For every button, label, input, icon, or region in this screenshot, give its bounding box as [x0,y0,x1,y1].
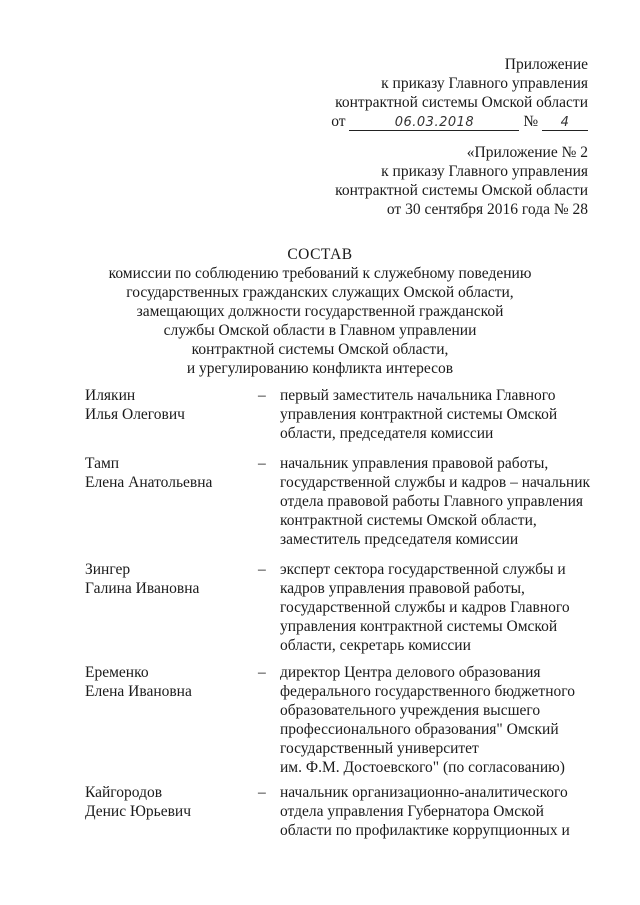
role-line: начальник управления правовой работы, [280,455,549,472]
role-line: области, секретарь комиссии [280,637,471,654]
order-date-field [349,115,519,131]
title-line: службы Омской области в Главном управлении [163,322,477,339]
prev-appendix-agency: контрактной системы Омской области [335,182,588,199]
role-line: государственной службы и кадров Главного [280,599,570,616]
member-role [280,783,600,840]
title-heading: СОСТАВ [287,246,353,263]
member-role [280,560,600,655]
order-date-handwritten: 06.03.2018 [394,115,475,130]
title-line: и урегулированию конфликта интересов [186,360,454,377]
member-given-name: Елена Ивановна [85,683,192,700]
member-name [85,454,255,492]
order-number-handwritten: 4 [560,115,570,130]
role-line: профессионального образования" Омский [280,721,559,738]
prev-appendix-title: «Приложение № 2 [466,144,588,161]
order-date-number-line [331,112,588,131]
role-line: государственной службы и кадров – начальник [280,474,591,491]
member-name [85,386,255,424]
member-given-name: Илья Олегович [85,406,185,423]
member-role [280,663,600,777]
previous-appendix-header [335,143,588,219]
prev-appendix-date: от 30 сентября 2016 года № 28 [386,201,588,218]
dash-separator: – [258,561,266,578]
title-line: государственных гражданских служащих Омской области, [126,284,514,301]
role-line: федерального государственного бюджетного [280,683,575,700]
member-name [85,783,255,821]
appendix-title: Приложение [504,56,588,73]
member-surname: Кайгородов [85,784,163,801]
role-line: государственный университет [280,740,479,757]
role-line: эксперт сектора государственной службы и [280,561,566,578]
role-line: контрактной системы Омской области, [280,512,537,529]
role-line: управления контрактной системы Омской [280,618,558,635]
from-label: от [331,113,346,130]
member-name [85,663,255,701]
role-line: им. Ф.М. Достоевского" (по согласованию) [280,759,565,776]
member-role [280,454,600,549]
dash-separator: – [258,664,266,681]
member-role [280,386,600,443]
number-label: № [523,113,539,130]
role-line: области, председателя комиссии [280,425,494,442]
title-line: комиссии по соблюдению требований к служебному поведению [108,265,532,282]
prev-appendix-order-ref: к приказу Главного управления [381,163,588,180]
member-surname: Еременко [85,664,149,681]
role-line: управления контрактной системы Омской [280,406,558,423]
member-given-name: Галина Ивановна [85,580,200,597]
dash-separator: – [258,784,266,801]
member-surname: Тамп [85,455,120,472]
appendix-order-ref: к приказу Главного управления [381,75,588,92]
title-line: замещающих должности государственной гражданской [136,303,504,320]
role-line: заместитель председателя комиссии [280,531,519,548]
member-surname: Зингер [85,561,131,578]
dash-separator: – [258,387,266,404]
dash-separator: – [258,455,266,472]
member-surname: Илякин [85,387,136,404]
member-name [85,560,255,598]
role-line: отдела правовой работы Главного управления [280,493,584,510]
appendix-agency: контрактной системы Омской области [335,94,588,111]
role-line: первый заместитель начальника Главного [280,387,556,404]
role-line: области по профилактике коррупционных и [280,822,570,839]
order-number-field [542,115,588,131]
role-line: начальник организационно-аналитического [280,784,568,801]
role-line: образовательного учреждения высшего [280,702,541,719]
appendix-header [331,55,588,131]
member-given-name: Денис Юрьевич [85,803,192,820]
role-line: кадров управления правовой работы, [280,580,525,597]
document-title [0,245,640,378]
role-line: директор Центра делового образования [280,664,541,681]
member-given-name: Елена Анатольевна [85,474,213,491]
title-line: контрактной системы Омской области, [191,341,449,358]
role-line: отдела управления Губернатора Омской [280,803,544,820]
